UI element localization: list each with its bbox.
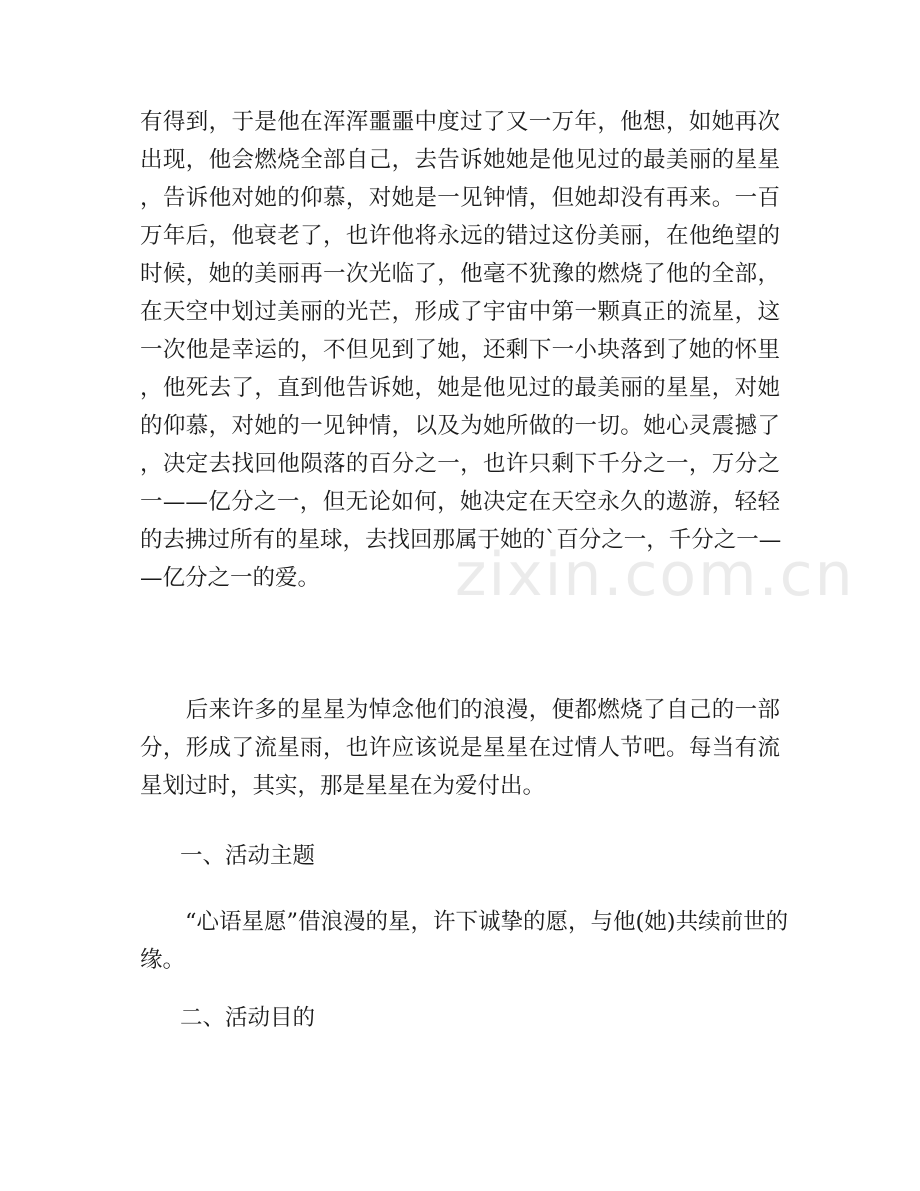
text-line: 分，形成了流星雨，也许应该说是星星在过情人节吧。每当有流 <box>140 735 780 761</box>
text-line: 一——亿分之一，但无论如何，她决定在天空永久的遨游，轻轻 <box>140 489 780 515</box>
text-line: 一次他是幸运的，不但见到了她，还剩下一小块落到了她的怀里 <box>140 337 780 363</box>
text-line: ，告诉他对她的仰慕，对她是一见钟情，但她却没有再来。一百 <box>140 185 780 211</box>
text-line: ，他死去了，直到他告诉她，她是他见过的最美丽的星星，对她 <box>140 375 780 401</box>
text-line: 缘。 <box>140 947 186 973</box>
text-line: 出现，他会燃烧全部自己，去告诉她她是他见过的最美丽的星星 <box>140 147 780 173</box>
paragraph-story-2 <box>140 691 780 805</box>
text-line: —亿分之一的爱。 <box>140 565 321 591</box>
text-line: “心语星愿”借浪漫的星，许下诚挚的愿，与他(她)共续前世的 <box>140 909 789 935</box>
text-line: 的去拂过所有的星球，去找回那属于她的`百分之一，千分之一— <box>140 527 782 553</box>
text-line: 星划过时，其实，那是星星在为爱付出。 <box>140 773 546 799</box>
section-heading-purpose: 二、活动目的 <box>180 1005 316 1031</box>
text-line: ，决定去找回他陨落的百分之一，也许只剩下千分之一，万分之 <box>140 451 780 477</box>
text-line: 在天空中划过美丽的光芒，形成了宇宙中第一颗真正的流星，这 <box>140 299 780 325</box>
section-heading-theme: 一、活动主题 <box>180 843 316 869</box>
text-line: 有得到，于是他在浑浑噩噩中度过了又一万年，他想，如她再次 <box>140 109 780 135</box>
paragraph-story-1 <box>140 103 780 597</box>
text-line: 时候，她的美丽再一次光临了，他毫不犹豫的燃烧了他的全部， <box>140 261 780 287</box>
text-line: 的仰慕，对她的一见钟情，以及为她所做的一切。她心灵震撼了 <box>140 413 780 439</box>
watermark-text: zixin.com.cn <box>455 540 855 610</box>
text-line: 万年后，他衰老了，也许他将永远的错过这份美丽，在他绝望的 <box>140 223 780 249</box>
paragraph-theme <box>140 903 789 979</box>
text-line: 后来许多的星星为悼念他们的浪漫，便都燃烧了自己的一部 <box>140 697 780 723</box>
